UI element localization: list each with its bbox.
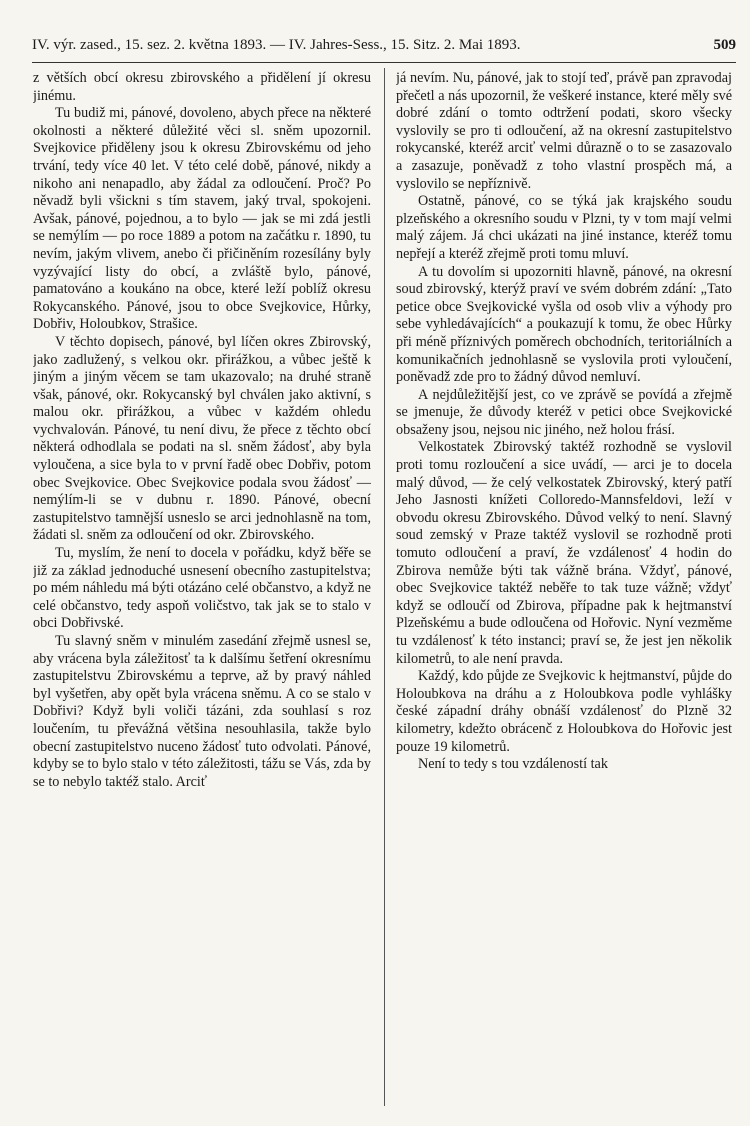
paragraph: já nevím. Nu, pánové, jak to stojí teď, právě pan zpravodaj přečetl a nás upozornil, že veškeré instance, které měly své dobré zdání o tomto odtržení podati, skoro všecky vyslovily se pro ti odloučení, až na okresní zastupitelstvo rokycanské, kteréž arciť velmi důrazně o to se zasazovalo a zasazuje, poněvadž z toho vlastní prospěch má, a vyslovilo se nepříznivě. xyxy=(396,70,732,192)
paragraph: A nejdůležitější jest, co ve zprávě se povídá a zřejmě se jmenuje, že důvody kteréž v petici obce Svejkovické obsaženy jsou, nejsou nic jiného, než holou frásí. xyxy=(396,386,732,438)
paragraph: Tu slavný sněm v minulém zasedání zřejmě usnesl se, aby vrácena byla záležitosť ta k dalšímu šetření okresnímu zastupitelstvu Zbirovskému a teprve, až by pravý náhled byl vyšetřen, aby opět byla vrácena sněmu. A co se stalo v Dobřivi? Když byli voliči tázáni, zda souhlasí s roz loučením, tu převážná většina nesouhlasila, takže bylo obecní zastupitelstvo nuceno žádosť tuto odvolati. Pánové, kdyby se to bylo stalo v této záležitosti, tážu se Vás, zda by se to nebylo taktéž stalo. Arciť xyxy=(33,633,371,790)
paragraph: Tu, myslím, že není to docela v pořádku, když běře se již za základ jednoduché usnesení obecního zastupitelstva; po mém náhledu má býti otázáno celé občanstvo, a když ne celé občanstvo, tedy aspoň voličstvo, tak jak se to stalo v obci Dobřivské. xyxy=(33,545,371,632)
paragraph: Velkostatek Zbirovský taktéž rozhodně se vyslovil proti tomu rozloučení a sice uvádí, — arci je to docela malý důvod, — že celý velkostatek Zbirovský, který patří Jeho Jasnosti knížeti Colloredo-Mannsfeldovi, leží v obvodu okresu Zbirovského. Důvod velký to není. Slavný soud zemský v Praze taktéž vyslovil se rozhodně proti tomuto odloučení a praví, že vzdálenosť 4 hodin do Zbirova nemůže býti tak vážně brána. Vždyť, pánové, obec Svejkovice taktéž neběře to tak tuze vážně; vždyť když se odloučí od Zbirova, případne pak k hejtmanství Plzeňskému a bude odloučena od Hořovic. Nyní vezměme tu vzdálenosť k této instanci; praví se, že jest jen několik kilometrů, to ale není pravda. xyxy=(396,439,732,667)
page-header xyxy=(32,32,736,63)
right-column xyxy=(396,70,732,1110)
running-head: IV. výr. zased., 15. sez. 2. května 1893. — IV. Jahres-Sess., 15. Sitz. 2. Mai 1893. xyxy=(32,37,521,53)
page-number: 509 xyxy=(713,37,736,53)
column-divider xyxy=(384,68,385,1106)
left-column xyxy=(33,70,371,1110)
paragraph: Ostatně, pánové, co se týká jak krajského soudu plzeňského a okresního soudu v Plzni, ty v tom mají velmi malý zájem. Já chci ukázati na jiné instance, kteréž tomu nepřejí a kteréž zřejmě proti tomu mluví. xyxy=(396,193,732,262)
paragraph: z větších obcí okresu zbirovského a přidělení jí okresu jinému. xyxy=(33,70,371,104)
paragraph: V těchto dopisech, pánové, byl líčen okres Zbirovský, jako zadlužený, s velkou okr. přirážkou, a vůbec ještě k jiným a jiným věcem se tam ukazovalo; na druhé straně však, pánové, okr. Rokycanský byl chválen jako aktivní, s malou okr. přirážkou, a vůbec v každém ohledu vychvalován. Pánové, tu není divu, že přece z těchto obcí některá odhodlala se podati na sl. sněm žádosť, aby byla vyloučena, a sice byla to v první řadě obec Dobřiv, potom obec Svejkovice. Obec Svejkovice podala svou žádosť — nemýlím-li se v dubnu r. 1890. Pánové, obecní zastupitelstvo tamnější usneslo se arci jednohlasně na tom, žádati sl. sněm za odloučení od okr. Zbirovského. xyxy=(33,333,371,544)
paragraph: Tu budiž mi, pánové, dovoleno, abych přece na některé okolnosti a některé důležité věci sl. sněm upozornil. Svejkovice přiděleny jsou k okresu Zbirovskému od jeho trvání, tedy více 40 let. V této celé době, pánové, nikdy a nikoho ani nenapadlo, aby žádal za odloučení. Proč? Po něvadž byli všickni s tím stavem, jaký trval, spokojeni. Avšak, pánové, pojednou, a to bylo — jak se mi zdá jestli se nemýlím — po roce 1889 a potom na začátku r. 1890, tu nevím, jakým vlivem, anebo či přičiněním rozesílány byly vyzývající listy do obcí, a zvláště bylo, pánové, pamatováno a koukáno na obce, které leží poblíž okresu Rokycanského. Pánové, jsou to obce Svejkovice, Hůrky, Dobřiv, Holoubkov, Strašice. xyxy=(33,105,371,333)
paragraph: A tu dovolím si upozorniti hlavně, pánové, na okresní soud zbirovský, kterýž praví ve svém dobrém zdání: „Tato petice obce Svejkovické vyšla od osob vliv a výhody pro sebe vyhledávajících“ a poukazují k tomu, že obec Hůrky při méně příznivých poměrech obchodních, teritoriálních a komunikačních jednohlasně se vyslovila proti vyloučení, poněvadž zde pro to žádný důvod nemluví. xyxy=(396,263,732,386)
paragraph: Není to tedy s tou vzdáleností tak xyxy=(418,756,608,773)
paragraph: Každý, kdo půjde ze Svejkovic k hejtmanství, půjde do Holoubkova na dráhu a z Holoubkova podle vyhlášky české západní dráhy obnáší vzdálenosť do Plzně 32 kilometry, kdežto obrácenč z Holoubkova do Hořovic jest pouze 19 kilometrů. xyxy=(396,668,732,755)
